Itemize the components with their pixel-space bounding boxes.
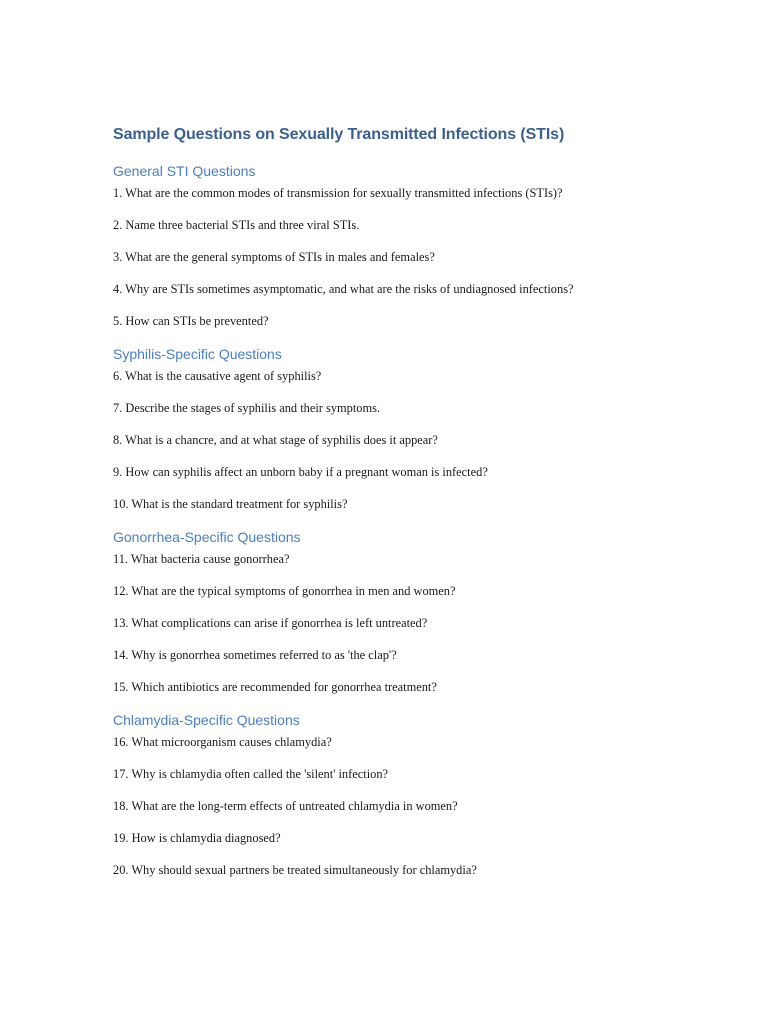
document-title: Sample Questions on Sexually Transmitted Infections (STIs) <box>113 126 565 143</box>
section-heading: Gonorrhea-Specific Questions <box>113 529 301 545</box>
section-heading: Syphilis-Specific Questions <box>113 346 282 362</box>
question-item: 8. What is a chancre, and at what stage of syphilis does it appear? <box>113 433 438 447</box>
document-page <box>113 124 658 880</box>
question-item: 12. What are the typical symptoms of gonorrhea in men and women? <box>113 584 456 598</box>
question-item: 14. Why is gonorrhea sometimes referred to as 'the clap'? <box>113 648 397 662</box>
question-item: 18. What are the long-term effects of untreated chlamydia in women? <box>113 799 458 813</box>
section-chlamydia <box>113 710 658 880</box>
question-item: 10. What is the standard treatment for syphilis? <box>113 497 348 511</box>
question-item: 19. How is chlamydia diagnosed? <box>113 831 281 845</box>
question-item: 15. Which antibiotics are recommended for gonorrhea treatment? <box>113 680 437 694</box>
section-heading: General STI Questions <box>113 163 256 179</box>
question-item: 3. What are the general symptoms of STIs in males and females? <box>113 250 435 264</box>
section-general <box>113 161 658 331</box>
question-item: 17. Why is chlamydia often called the 'silent' infection? <box>113 767 389 781</box>
question-item: 13. What complications can arise if gonorrhea is left untreated? <box>113 616 428 630</box>
question-item: 1. What are the common modes of transmission for sexually transmitted infections (STIs)? <box>113 186 563 200</box>
question-item: 11. What bacteria cause gonorrhea? <box>113 552 290 566</box>
question-item: 7. Describe the stages of syphilis and their symptoms. <box>113 401 381 415</box>
question-item: 16. What microorganism causes chlamydia? <box>113 735 332 749</box>
section-heading: Chlamydia-Specific Questions <box>113 712 300 728</box>
question-item: 6. What is the causative agent of syphilis? <box>113 369 322 383</box>
question-item: 2. Name three bacterial STIs and three viral STIs. <box>113 218 360 232</box>
question-item: 5. How can STIs be prevented? <box>113 314 269 328</box>
section-gonorrhea <box>113 527 658 697</box>
section-syphilis <box>113 344 658 514</box>
question-item: 20. Why should sexual partners be treated simultaneously for chlamydia? <box>113 863 477 877</box>
question-item: 9. How can syphilis affect an unborn baby if a pregnant woman is infected? <box>113 465 488 479</box>
question-item: 4. Why are STIs sometimes asymptomatic, and what are the risks of undiagnosed infections? <box>113 282 574 296</box>
